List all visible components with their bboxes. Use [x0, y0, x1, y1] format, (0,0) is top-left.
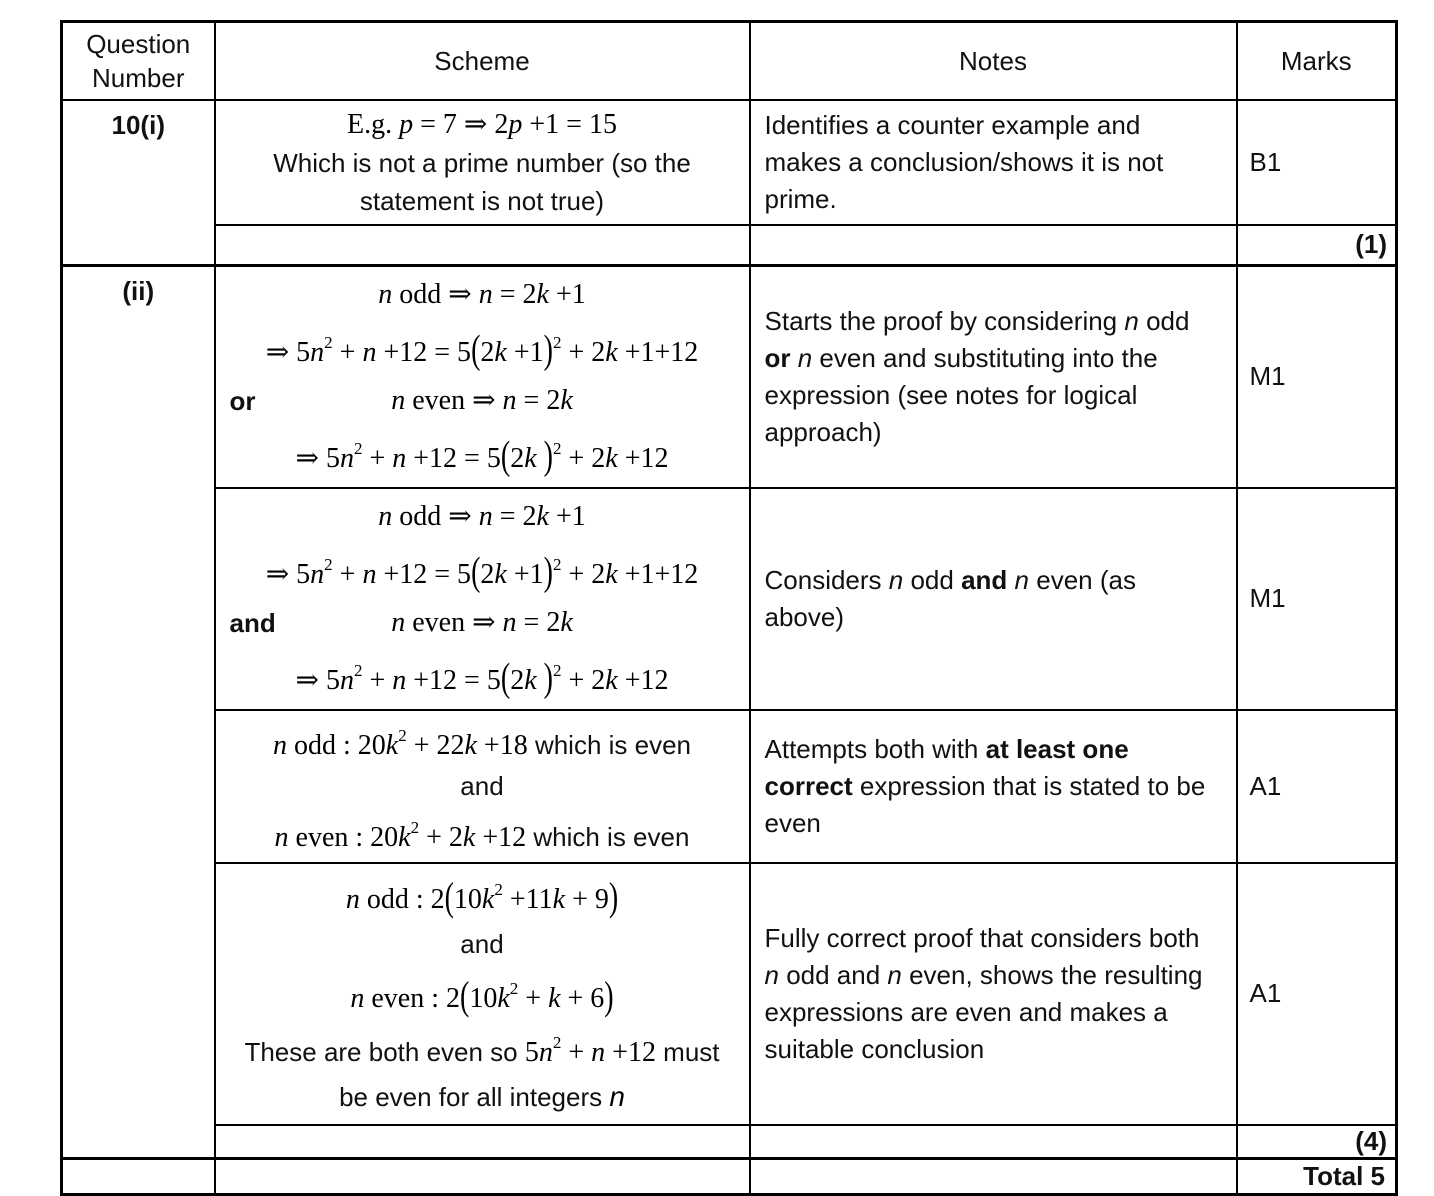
total-marks: Total 5 — [1237, 1158, 1397, 1194]
math-segment: n even ⇒ n = 2k — [391, 384, 573, 416]
subtotal-row-ii — [62, 1125, 1397, 1159]
subtotal-i: (1) — [1237, 225, 1397, 265]
scheme-cell-ii-or — [215, 265, 750, 488]
math-line: n odd ⇒ n = 2k +1 — [378, 278, 586, 310]
scheme-cell-empty — [215, 225, 750, 265]
math-line — [222, 377, 743, 425]
header-question-number: Question Number — [62, 22, 215, 101]
notes-cell-ii-r1: Starts the proof by considering n odd or n even and substituting into the expression (see notes for logical approach) — [750, 265, 1237, 488]
math-line: ⇒ $5n^2 + n +12 = 5(2k$ )$^2$ + 2k +12 — [295, 434, 669, 479]
scheme-cell-10i — [215, 100, 750, 225]
math-line: ⇒ $5n^2 + n +12 = 5(2k +1)^2 + 2k +1+12$ — [265, 328, 699, 373]
marks-cell-m1a: M1 — [1237, 265, 1397, 488]
text-line: be even for all integers n — [339, 1080, 625, 1112]
notes-cell-empty — [750, 1125, 1237, 1159]
scheme-cell-empty — [215, 1158, 750, 1194]
subtotal-ii: (4) — [1237, 1125, 1397, 1159]
notes-cell-ii-r4: Fully correct proof that considers both n odd and n even, shows the resulting expressions are even and makes a suitable conclusion — [750, 863, 1237, 1125]
question-cell-empty — [62, 1158, 215, 1194]
total-row — [62, 1158, 1397, 1194]
row-ii-conclusion — [62, 863, 1397, 1125]
math-line: n even : $2(10k^2 + k + 6)$ — [350, 974, 614, 1019]
header-notes: Notes — [750, 22, 1237, 101]
scheme-cell-ii-evencheck — [215, 710, 750, 863]
math-line: ⇒ $5n^2 + n +12 = 5(2k +1)^2 + 2k +1+12$ — [265, 550, 699, 595]
math-line: n even : $20k^2 + 2k +12$ which is even — [274, 817, 690, 853]
marks-cell-m1b: M1 — [1237, 488, 1397, 710]
math-line: n odd : $2(10k^2 +11k + 9)$ — [345, 875, 619, 920]
notes-cell-10i: Identifies a counter example and makes a conclusion/shows it is not prime. — [750, 100, 1237, 225]
row-ii-or — [62, 265, 1397, 488]
row-ii-even-check — [62, 710, 1397, 863]
subtotal-row-i — [62, 225, 1397, 265]
and-label: and — [229, 607, 276, 638]
or-label: or — [229, 385, 256, 416]
notes-cell-empty — [750, 225, 1237, 265]
header-scheme: Scheme — [215, 22, 750, 101]
scheme-cell-empty — [215, 1125, 750, 1159]
row-ii-and — [62, 488, 1397, 710]
math-segment: n even ⇒ n = 2k — [391, 606, 573, 638]
question-cell-10i: 10(i) — [62, 100, 215, 265]
math-line — [222, 599, 743, 647]
notes-cell-empty — [750, 1158, 1237, 1194]
text-line: and — [460, 928, 504, 959]
math-line: n odd : $20k^2 + 22k +18$ which is even — [272, 725, 692, 761]
scheme-cell-ii-and — [215, 488, 750, 710]
question-cell-ii: (ii) — [62, 265, 215, 1158]
row-10i — [62, 100, 1397, 225]
text-line: Which is not a prime number (so the — [273, 147, 691, 178]
header-marks: Marks — [1237, 22, 1397, 101]
math-line: E.g. p = 7 ⇒ 2p +1 = 15 — [347, 108, 617, 140]
notes-cell-ii-r2: Considers n odd and n even (as above) — [750, 488, 1237, 710]
header-row — [62, 22, 1397, 101]
notes-cell-ii-r3: Attempts both with at least one correct expression that is stated to be even — [750, 710, 1237, 863]
text-line: These are both even so $5n^2 + n +12$ must — [244, 1032, 720, 1068]
marks-cell-a1a: A1 — [1237, 710, 1397, 863]
math-line: n odd ⇒ n = 2k +1 — [378, 500, 586, 532]
mark-scheme-page — [60, 20, 1398, 1196]
scheme-cell-ii-conclusion — [215, 863, 750, 1125]
text-line: and — [460, 770, 504, 801]
marks-cell-b1: B1 — [1237, 100, 1397, 225]
math-line: ⇒ $5n^2 + n +12 = 5(2k$ )$^2$ + 2k +12 — [295, 656, 669, 701]
mark-scheme-table — [60, 20, 1398, 1196]
text-line: statement is not true) — [359, 185, 605, 216]
marks-cell-a1b: A1 — [1237, 863, 1397, 1125]
